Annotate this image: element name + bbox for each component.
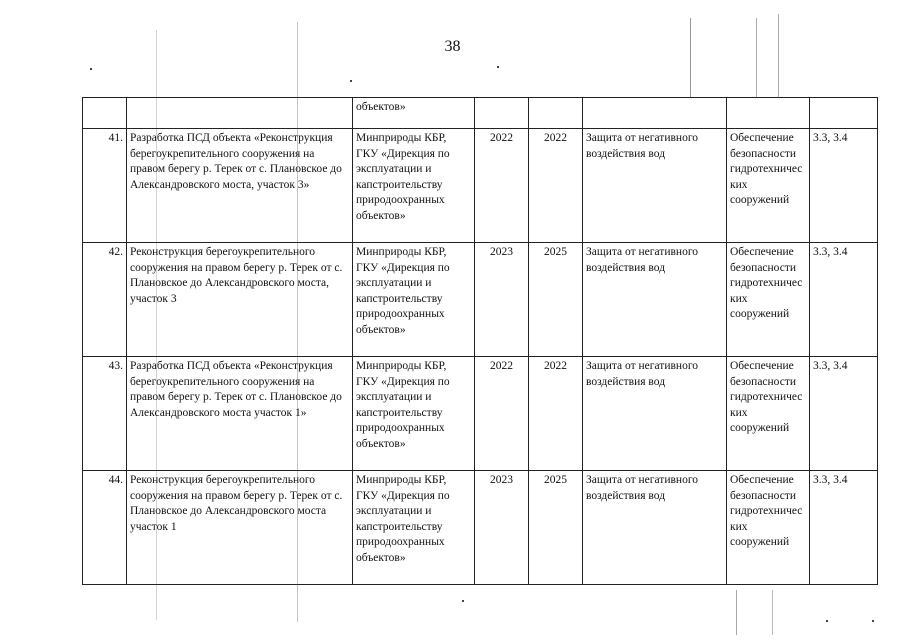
- cell-indicators: 3.3, 3.4: [810, 243, 878, 357]
- measures-table: [82, 97, 878, 585]
- scan-artifact-line: [736, 590, 737, 635]
- scan-artifact-line: [690, 18, 691, 98]
- cell-executor: Минприроды КБР, ГКУ «Дирекция по эксплуатации и капстроительству природоохранных объектов»: [353, 243, 475, 357]
- cell-indicators: [810, 98, 878, 129]
- cell-name: Реконструкция берегоукрепительного сооружения на правом берегу р. Терек от с. Плановское до Александровского моста, участок 3: [127, 243, 353, 357]
- cell-start-year: 2023: [475, 243, 529, 357]
- cell-num: 44.: [83, 471, 127, 585]
- cell-start-year: [475, 98, 529, 129]
- cell-name: Реконструкция берегоукрепительного сооружения на правом берегу р. Терек от с. Плановское до Александровского моста участок 1: [127, 471, 353, 585]
- cell-name: [127, 98, 353, 129]
- cell-executor: Минприроды КБР, ГКУ «Дирекция по эксплуатации и капстроительству природоохранных объектов»: [353, 129, 475, 243]
- scan-artifact-line: [156, 30, 157, 620]
- cell-end-year: 2022: [529, 357, 583, 471]
- scan-artifact-line: [756, 18, 757, 98]
- scan-artifact-line: [778, 14, 779, 98]
- cell-num: 43.: [83, 357, 127, 471]
- table-row-continuation: [83, 98, 878, 129]
- cell-executor: объектов»: [353, 98, 475, 129]
- cell-name: Разработка ПСД объекта «Реконструкция берегоукрепительного сооружения на правом берегу р. Терек от с. Плановское до Александровского моста, участок 3»: [127, 129, 353, 243]
- table-row: [83, 471, 878, 585]
- cell-result: Обеспечение безопасности гидротехничес ких сооружений: [727, 243, 810, 357]
- scan-artifact-line: [297, 22, 298, 622]
- cell-goal: [583, 98, 727, 129]
- table-row: [83, 129, 878, 243]
- cell-name: Разработка ПСД объекта «Реконструкция берегоукрепительного сооружения на правом берегу р. Терек от с. Плановское до Александровского моста участок 1»: [127, 357, 353, 471]
- scan-artifact-dot: [462, 600, 464, 602]
- scan-artifact-dot: [90, 68, 92, 70]
- cell-executor: Минприроды КБР, ГКУ «Дирекция по эксплуатации и капстроительству природоохранных объектов»: [353, 471, 475, 585]
- cell-result: [727, 98, 810, 129]
- cell-executor: Минприроды КБР, ГКУ «Дирекция по эксплуатации и капстроительству природоохранных объектов»: [353, 357, 475, 471]
- cell-goal: Защита от негативного воздействия вод: [583, 471, 727, 585]
- cell-indicators: 3.3, 3.4: [810, 129, 878, 243]
- cell-num: 41.: [83, 129, 127, 243]
- cell-goal: Защита от негативного воздействия вод: [583, 357, 727, 471]
- cell-num: 42.: [83, 243, 127, 357]
- table-row: [83, 243, 878, 357]
- cell-start-year: 2022: [475, 357, 529, 471]
- page-number: 38: [444, 38, 461, 55]
- cell-goal: Защита от негативного воздействия вод: [583, 243, 727, 357]
- table-row: [83, 357, 878, 471]
- cell-goal: Защита от негативного воздействия вод: [583, 129, 727, 243]
- cell-end-year: 2025: [529, 471, 583, 585]
- cell-end-year: [529, 98, 583, 129]
- scan-artifact-dot: [872, 620, 874, 622]
- scan-artifact-line: [772, 590, 773, 635]
- cell-start-year: 2022: [475, 129, 529, 243]
- cell-start-year: 2023: [475, 471, 529, 585]
- scan-artifact-dot: [497, 66, 499, 68]
- cell-end-year: 2022: [529, 129, 583, 243]
- cell-result: Обеспечение безопасности гидротехничес ких сооружений: [727, 357, 810, 471]
- cell-indicators: 3.3, 3.4: [810, 471, 878, 585]
- scan-artifact-dot: [826, 620, 828, 622]
- cell-indicators: 3.3, 3.4: [810, 357, 878, 471]
- cell-result: Обеспечение безопасности гидротехничес ких сооружений: [727, 129, 810, 243]
- cell-result: Обеспечение безопасности гидротехничес ких сооружений: [727, 471, 810, 585]
- scan-artifact-dot: [350, 80, 352, 82]
- cell-num: [83, 98, 127, 129]
- cell-end-year: 2025: [529, 243, 583, 357]
